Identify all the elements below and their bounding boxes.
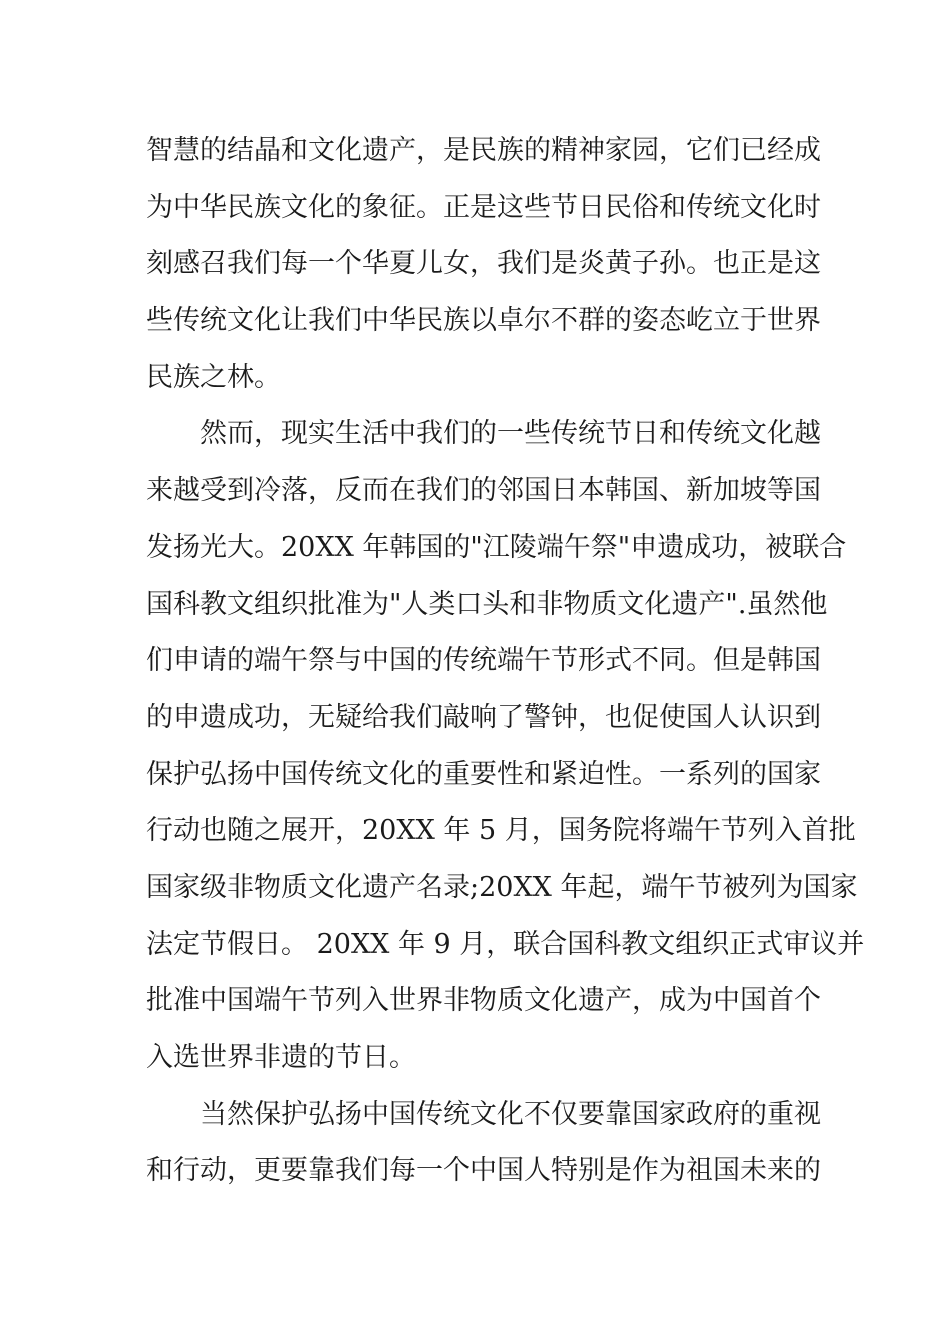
text-line: 入选世界非遗的节日。 [146,1042,416,1073]
text-line: 发扬光大。20XX 年韩国的"江陵端午祭"申遗成功，被联合 [146,531,847,563]
text-line: 保护弘扬中国传统文化的重要性和紧迫性。一系列的国家 [146,758,821,790]
document-body [146,123,865,1200]
paragraph-3 [146,1087,821,1200]
text-line: 智慧的结晶和文化遗产，是民族的精神家园，它们已经成 [146,135,821,166]
text-line: 和行动，更要靠我们每一个中国人特别是作为祖国未来的 [146,1155,821,1187]
text-line: 刻感召我们每一个华夏儿女，我们是炎黄子孙。也正是这 [146,248,821,280]
paragraph-2 [146,406,865,1086]
paragraph-1 [146,123,821,406]
text-line: 法定节假日。 20XX 年 9 月，联合国科教文组织正式审议并 [146,928,865,960]
text-line: 行动也随之展开，20XX 年 5 月，国务院将端午节列入首批 [146,815,856,847]
text-line: 当然保护弘扬中国传统文化不仅要靠国家政府的重视 [200,1098,821,1130]
text-line: 们申请的端午祭与中国的传统端午节形式不同。但是韩国 [146,645,821,677]
text-line: 些传统文化让我们中华民族以卓尔不群的姿态屹立于世界 [146,305,821,337]
text-line: 为中华民族文化的象征。正是这些节日民俗和传统文化时 [146,191,821,223]
text-line: 国家级非物质文化遗产名录;20XX 年起，端午节被列为国家 [146,871,858,903]
text-line: 的申遗成功，无疑给我们敲响了警钟，也促使国人认识到 [146,701,821,733]
text-line: 然而，现实生活中我们的一些传统节日和传统文化越 [200,418,821,450]
text-line: 批准中国端午节列入世界非物质文化遗产，成为中国首个 [146,985,821,1017]
text-line: 来越受到冷落，反而在我们的邻国日本韩国、新加坡等国 [146,475,821,507]
text-line: 民族之林。 [146,361,281,393]
text-line: 国科教文组织批准为"人类口头和非物质文化遗产".虽然他 [146,588,828,620]
